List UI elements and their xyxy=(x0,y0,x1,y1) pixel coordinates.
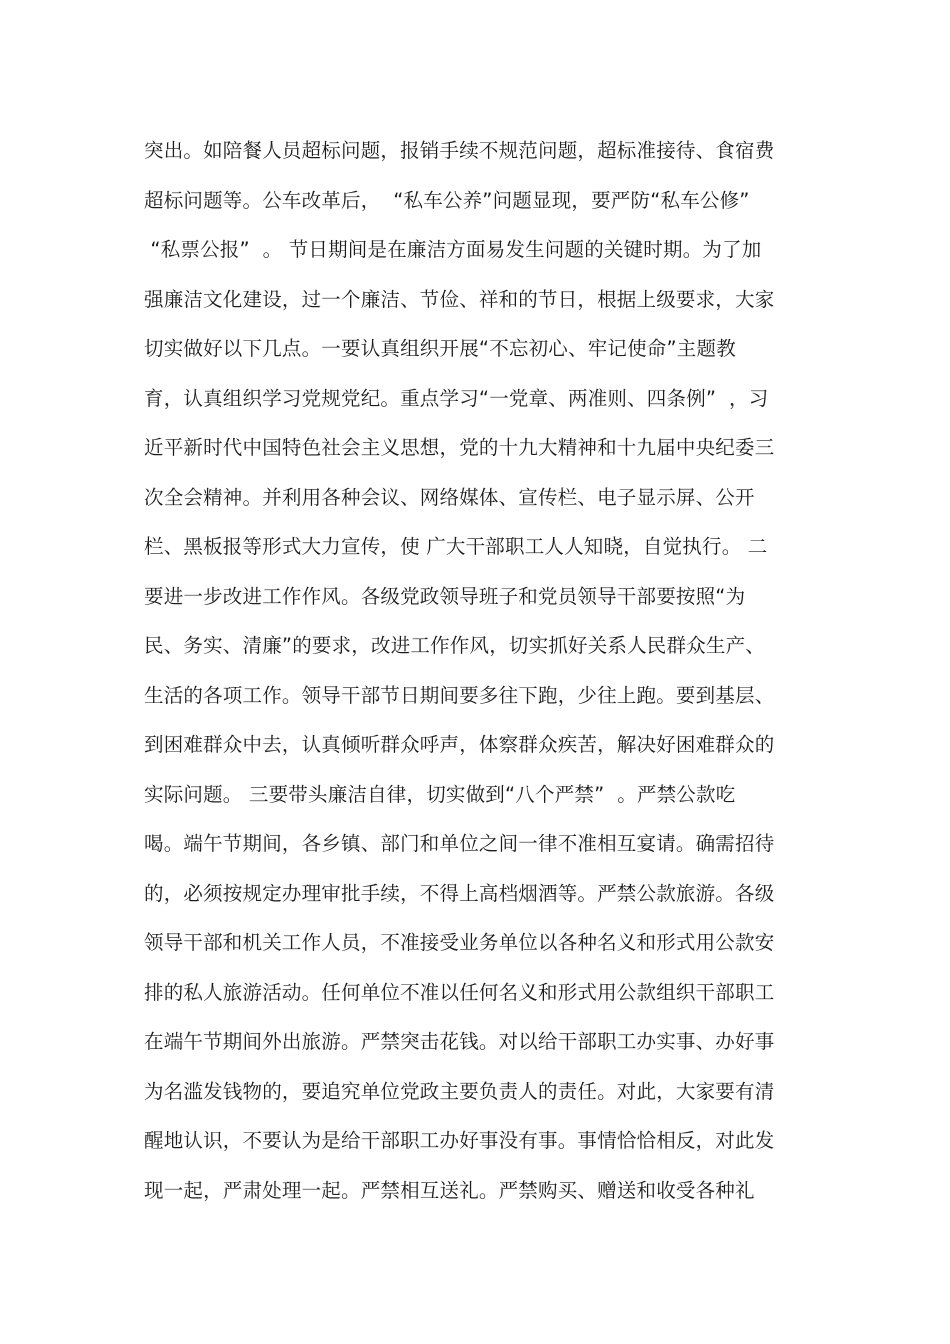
text-line: 醒地认识，不要认为是给干部职工办好事没有事。事情恰恰相反，对此发 xyxy=(144,1129,775,1152)
text-line: 的，必须按规定办理审批手续，不得上高档烟酒等。严禁公款旅游。各级 xyxy=(144,881,775,905)
text-line: 生活的各项工作。领导干部节日期间要多往下跑，少往上跑。要到基层、 xyxy=(144,683,775,707)
text-line: 突出。如陪餐人员超标问题，报销手续不规范问题，超标准接待、食宿费 xyxy=(144,139,775,162)
text-line: 现一起，严肃处理一起。严禁相互送礼。严禁购买、赠送和收受各种礼 xyxy=(144,1178,755,1202)
text-line: 在端午节期间外出旅游。严禁突击花钱。对以给干部职工办实事、办好事 xyxy=(144,1030,775,1053)
text-line: 实际问题。 三要带头廉洁自律，切实做到“八个严禁” 。严禁公款吃 xyxy=(144,782,736,806)
text-line: 切实做好以下几点。一要认真组织开展“不忘初心、牢记使命”主题教 xyxy=(144,337,736,360)
text-line: 排的私人旅游活动。任何单位不准以任何名义和形式用公款组织干部职工 xyxy=(144,980,775,1004)
text-line: 超标问题等。公车改革后， “私车公养”问题显现，要严防“私车公修” xyxy=(144,188,750,212)
text-line: 领导干部和机关工作人员，不准接受业务单位以各种名义和形式用公款安 xyxy=(144,931,775,954)
text-line: 民、务实、清廉”的要求，改进工作作风，切实抓好关系人民群众生产、 xyxy=(144,634,766,657)
text-line: 栏、黑板报等形式大力宣传，使 广大干部职工人人知晓，自觉执行。 二 xyxy=(144,535,768,558)
text-line: 要进一步改进工作作风。各级党政领导班子和党员领导干部要按照“为 xyxy=(144,584,746,608)
text-line: 到困难群众中去，认真倾听群众呼声，体察群众疾苦，解决好困难群众的 xyxy=(144,733,775,756)
text-line: 强廉洁文化建设，过一个廉洁、节俭、祥和的节日，根据上级要求，大家 xyxy=(144,287,775,311)
text-line: 育，认真组织学习党规党纪。重点学习“一党章、两准则、四条例” ，习 xyxy=(144,386,769,410)
text-line: 近平新时代中国特色社会主义思想，党的十九大精神和十九届中央纪委三 xyxy=(144,436,775,459)
body-text xyxy=(144,126,814,1215)
text-line: “私票公报” 。 节日期间是在廉洁方面易发生问题的关键时期。为了加 xyxy=(144,238,762,261)
text-line: 喝。端午节期间，各乡镇、部门和单位之间一律不准相互宴请。确需招待 xyxy=(144,832,775,855)
text-line: 为名滥发钱物的，要追究单位党政主要负责人的责任。对此，大家要有清 xyxy=(144,1079,775,1103)
text-line: 次全会精神。并利用各种会议、网络媒体、宣传栏、电子显示屏、公开 xyxy=(144,485,755,509)
